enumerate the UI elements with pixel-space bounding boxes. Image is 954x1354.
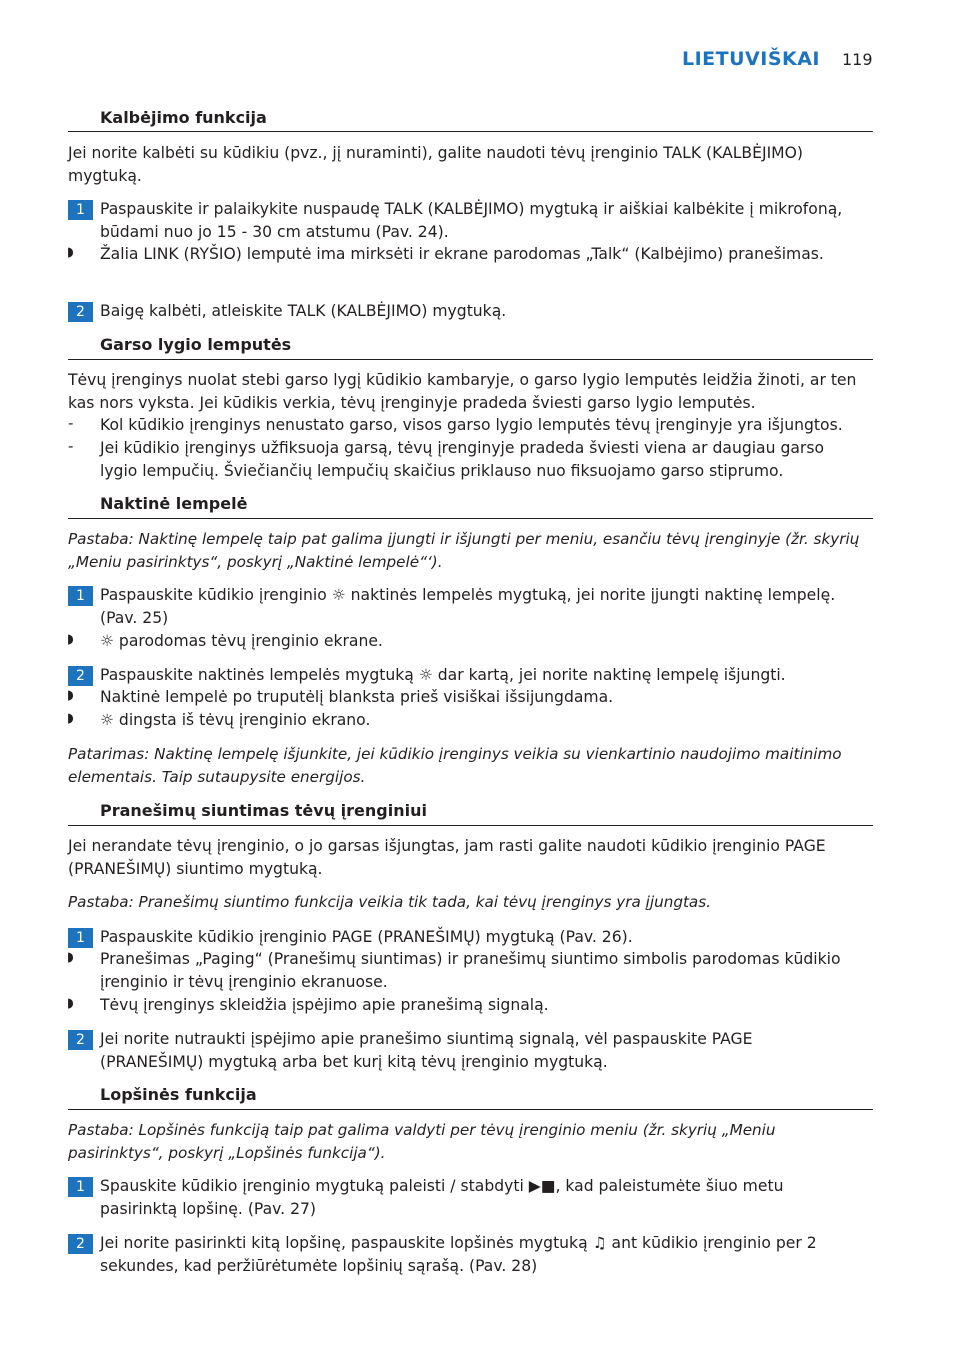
paragraph: Jei norite kalbėti su kūdikiu (pvz., jį nuraminti), galite naudoti tėvų įrenginio TALK (KALBĖJIMO) mygtuką.: [68, 144, 803, 185]
section-title-lullaby: Lopšinės funkcija: [100, 1085, 257, 1104]
dash-marker: -: [68, 414, 74, 432]
bullet-icon: ◗: [67, 245, 74, 260]
list-item: Kol kūdikio įrenginys nenustato garso, visos garso lygio lemputės tėvų įrenginyje yra išjungtos.: [100, 416, 843, 434]
result-text: Tėvų įrenginys skleidžia įspėjimo apie pranešimą signalą.: [100, 996, 549, 1014]
tip-text: Patarimas: Naktinę lempelę išjunkite, jei kūdikio įrenginys veikia su vienkartinio naudojimo maitinimo elementais. Taip sutaupysite energijos.: [68, 745, 842, 786]
dash-marker: -: [68, 437, 74, 455]
step-text: Paspauskite ir palaikykite nuspaudę TALK (KALBĖJIMO) mygtuką ir aiškiai kalbėkite į mikrofoną, būdami nuo jo 15 - 30 cm atstumu (Pav. 24).: [100, 200, 843, 241]
paragraph: Jei nerandate tėvų įrenginio, o jo garsas išjungtas, jam rasti galite naudoti kūdikio įrenginio PAGE (PRANEŠIMŲ) siuntimo mygtuką.: [68, 837, 826, 878]
step-number: 2: [68, 1234, 93, 1254]
step-number: 1: [68, 928, 93, 948]
section-title-night-light: Naktinė lempelė: [100, 494, 248, 513]
note-text: Pastaba: Pranešimų siuntimo funkcija veikia tik tada, kai tėvų įrenginys yra įjungtas.: [68, 893, 711, 911]
step-number: 2: [68, 666, 93, 686]
note-text: Pastaba: Naktinę lempelę taip pat galima įjungti ir išjungti per meniu, esančiu tėvų įrenginyje (žr. skyrių „Meniu pasirinktys“, poskyrį „Naktinė lempelė“‘).: [68, 530, 860, 571]
step-text: Jei norite nutraukti įspėjimo apie pranešimo siuntimą signalą, vėl paspauskite PAGE (PRANEŠIMŲ) mygtuką arba bet kurį kitą tėvų įrenginio mygtuką.: [100, 1030, 753, 1071]
step-text: Paspauskite kūdikio įrenginio PAGE (PRANEŠIMŲ) mygtuką (Pav. 26).: [100, 928, 633, 946]
language-label: LIETUVIŠKAI: [682, 48, 820, 70]
step-text: Paspauskite naktinės lempelės mygtuką ☼ dar kartą, jei norite naktinę lempelę išjungti.: [100, 666, 786, 684]
bullet-icon: ◗: [67, 711, 74, 726]
step-number: 2: [68, 302, 93, 322]
result-text: ☼ dingsta iš tėvų įrenginio ekrano.: [100, 711, 371, 729]
note-text: Pastaba: Lopšinės funkciją taip pat galima valdyti per tėvų įrenginio meniu (žr. skyrių „Meniu pasirinktys“, poskyrį „Lopšinės funkcija“).: [68, 1121, 776, 1162]
page-number: 119: [842, 50, 873, 69]
step-text: Paspauskite kūdikio įrenginio ☼ naktinės lempelės mygtuką, jei norite įjungti naktinę lempelę. (Pav. 25): [100, 586, 836, 627]
section-divider: [68, 1109, 873, 1110]
result-text: ☼ parodomas tėvų įrenginio ekrane.: [100, 632, 383, 650]
step-number: 1: [68, 586, 93, 606]
bullet-icon: ◗: [67, 950, 74, 965]
step-number: 2: [68, 1030, 93, 1050]
section-divider: [68, 518, 873, 519]
list-item: Jei kūdikio įrenginys užfiksuoja garsą, tėvų įrenginyje pradeda šviesti viena ar daugiau garso lygio lempučių. Šviečiančių lempučių skaičius priklauso nuo fiksuojamo garso stiprumo.: [100, 439, 824, 480]
result-text: Naktinė lempelė po truputėlį blanksta prieš visiškai išsijungdama.: [100, 688, 614, 706]
step-number: 1: [68, 200, 93, 220]
bullet-icon: ◗: [67, 632, 74, 647]
section-title-paging: Pranešimų siuntimas tėvų įrenginiui: [100, 801, 427, 820]
step-text: Spauskite kūdikio įrenginio mygtuką paleisti / stabdyti ▶■, kad paleistumėte šiuo metu pasirinktą lopšinę. (Pav. 27): [100, 1177, 784, 1218]
result-text: Pranešimas „Paging“ (Pranešimų siuntimas) ir pranešimų siuntimo simbolis parodomas kūdikio įrenginio ir tėvų įrenginio ekranuose.: [100, 950, 841, 991]
section-divider: [68, 825, 873, 826]
result-text: Žalia LINK (RYŠIO) lemputė ima mirksėti ir ekrane parodomas „Talk“ (Kalbėjimo) pranešimas.: [100, 245, 824, 263]
step-text: Baigę kalbėti, atleiskite TALK (KALBĖJIMO) mygtuką.: [100, 302, 507, 320]
bullet-icon: ◗: [67, 996, 74, 1011]
paragraph: Tėvų įrenginys nuolat stebi garso lygį kūdikio kambaryje, o garso lygio lemputės leidžia žinoti, ar ten kas nors vyksta. Jei kūdikis verkia, tėvų įrenginyje pradeda šviesti garso lygio lemputės.: [68, 371, 857, 412]
bullet-icon: ◗: [67, 688, 74, 703]
section-title-talk: Kalbėjimo funkcija: [100, 108, 267, 127]
section-divider: [68, 359, 873, 360]
section-divider: [68, 131, 873, 132]
section-title-sound-level: Garso lygio lemputės: [100, 335, 292, 354]
step-number: 1: [68, 1177, 93, 1197]
step-text: Jei norite pasirinkti kitą lopšinę, paspauskite lopšinės mygtuką ♫ ant kūdikio įrenginio per 2 sekundes, kad peržiūrėtumėte lopšinių sąrašą. (Pav. 28): [100, 1234, 817, 1275]
